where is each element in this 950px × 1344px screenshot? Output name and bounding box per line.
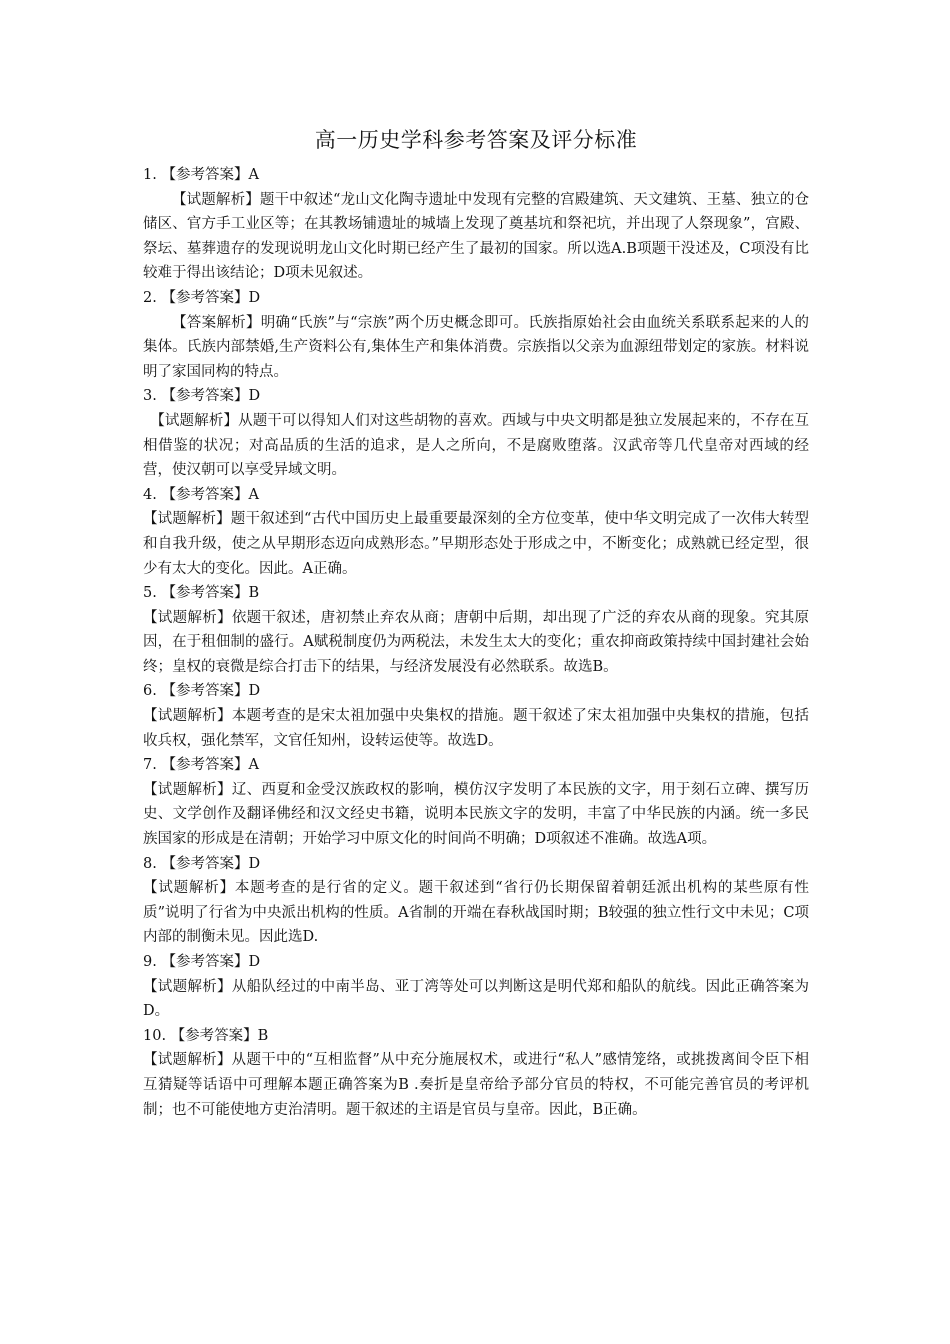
answer-line-7: 7. 【参考答案】A (143, 757, 259, 774)
explanation-7: 【试题解析】辽、西夏和金受汉族政权的影响，模仿汉字发明了本民族的文字，用于刻石立碑、撰写历史、文学创作及翻译佛经和汉文经史书籍，说明本民族文字的发明，丰富了中华民族的内涵。统一多民族国家的形成是在清朝；开始学习中原文化的时间尚不明确；D项叙述不准确。故选A项。 (143, 781, 809, 848)
question-block-6 (143, 679, 809, 753)
answer-line-4: 4. 【参考答案】A (143, 486, 259, 503)
explanation-5: 【试题解析】依题干叙述，唐初禁止弃农从商；唐朝中后期，却出现了广泛的弃农从商的现象。究其原因，在于租佃制的盛行。A赋税制度仍为两税法，未发生太大的变化；重农抑商政策持续中国封建社会始终；皇权的衰微是综合打击下的结果，与经济发展没有必然联系。故选B。 (143, 609, 809, 675)
question-block-1 (143, 163, 809, 286)
explanation-2: 【答案解析】明确“氏族”与“宗族”两个历史概念即可。氏族指原始社会由血统关系联系起来的人的集体。氏族内部禁婚,生产资料公有,集体生产和集体消费。宗族指以父亲为血源纽带划定的家族。材料说明了家国同构的特点。 (143, 314, 809, 380)
question-block-4 (143, 483, 809, 581)
explanation-10: 【试题解析】从题干中的“互相监督”从中充分施展权术，或进行“私人”感情笼络，或挑拨离间令臣下相互猜疑等话语中可理解本题正确答案为B .奏折是皇帝给予部分官员的特权，不可能完善官员的考评机制；也不可能使地方吏治清明。题干叙述的主语是官员与皇帝。因此，B正确。 (143, 1052, 809, 1118)
answer-line-3: 3. 【参考答案】D (143, 388, 261, 405)
question-block-3 (143, 384, 809, 482)
question-block-8 (143, 852, 809, 950)
answer-line-2: 2. 【参考答案】D (143, 289, 261, 306)
document-title: 高一历史学科参考答案及评分标准 (314, 128, 638, 152)
explanation-4: 【试题解析】题干叙述到“古代中国历史上最重要最深刻的全方位变革，使中华文明完成了一次伟大转型和自我升级，使之从早期形态迈向成熟形态。”早期形态处于形成之中，不断变化；成熟就已经定型，很少有太大的变化。因此。A正确。 (143, 511, 809, 577)
explanation-3: 【试题解析】从题干可以得知人们对这些胡物的喜欢。西域与中央文明都是独立发展起来的，不存在互相借鉴的状况；对高品质的生活的追求，是人之所向，不是腐败堕落。汉武帝等几代皇帝对西域的经营，使汉朝可以享受异域文明。 (143, 412, 809, 479)
explanation-6: 【试题解析】本题考查的是宋太祖加强中央集权的措施。题干叙述了宋太祖加强中央集权的措施，包括收兵权，强化禁军，文官任知州，设转运使等。故选D。 (143, 708, 809, 749)
answer-line-1: 1. 【参考答案】A (143, 167, 259, 183)
question-block-7 (143, 753, 809, 851)
explanation-8: 【试题解析】本题考查的是行省的定义。题干叙述到“省行仍长期保留着朝廷派出机构的某些原有性质”说明了行省为中央派出机构的性质。A省制的开端在春秋战国时期；B较强的独立性行文中未见；C项内部的制衡未见。因此选D. (143, 880, 809, 946)
question-block-5 (143, 581, 809, 679)
answer-line-8: 8. 【参考答案】D (143, 855, 261, 872)
answer-line-5: 5. 【参考答案】B (143, 585, 260, 602)
answer-line-10: 10. 【参考答案】B (143, 1027, 269, 1044)
explanation-9: 【试题解析】从船队经过的中南半岛、亚丁湾等处可以判断这是明代郑和船队的航线。因此正确答案为D。 (143, 978, 809, 1020)
answer-line-6: 6. 【参考答案】D (143, 683, 261, 700)
explanation-1: 【试题解析】题干中叙述“龙山文化陶寺遗址中发现有完整的宫殿建筑、天文建筑、王墓、独立的仓储区、官方手工业区等；在其教场铺遗址的城墙上发现了奠基坑和祭祀坑，并出现了人祭现象”，宫殿、祭坛、墓葬遗存的发现说明龙山文化时期已经产生了最初的国家。所以选A.B项题干没述及，C项没有比较难于得出该结论；D项未见叙述。 (143, 191, 809, 282)
question-block-9 (143, 950, 809, 1024)
document-page (143, 125, 809, 1122)
question-block-10 (143, 1024, 809, 1122)
answer-line-9: 9. 【参考答案】D (143, 954, 261, 970)
question-block-2 (143, 286, 809, 384)
